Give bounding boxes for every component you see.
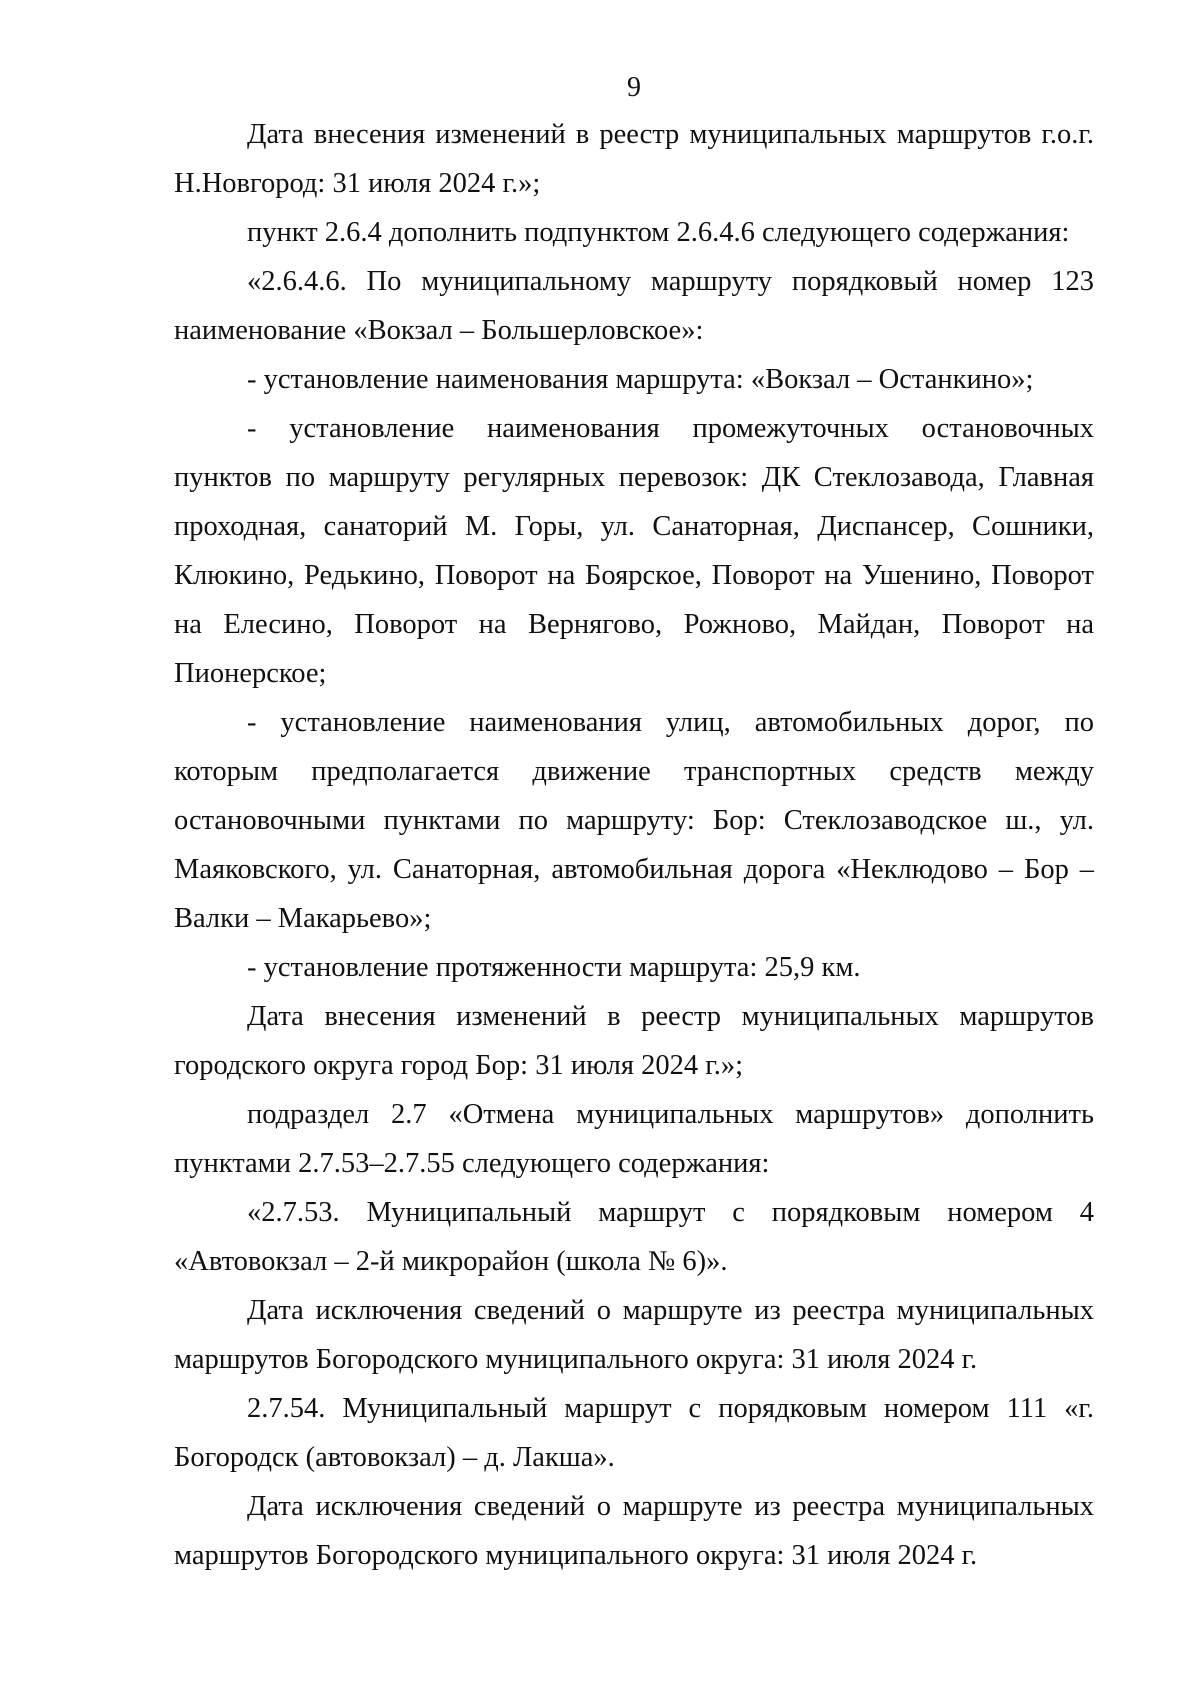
paragraph-intermediate-stops: - установление наименования промежуточных остановочных пунктов по маршруту регулярных перевозок: ДК Стеклозавода, Главная проходная, санаторий М. Горы, ул. Санаторная, Диспансер, Сошники, Клюкино, Редькино, Поворот на Боярское, Поворот на Ушенино, Поворот на Елесино, Поворот на Вернягово, Рожново, Майдан, Поворот на Пионерское; [174,413,1094,689]
paragraph-change-date-bor: Дата внесения изменений в реестр муниципальных маршрутов городского округа город Бор: 31 июля 2024 г.»; [174,1001,1094,1081]
paragraph-item-2-7-54: 2.7.54. Муниципальный маршрут с порядковым номером 111 «г. Богородск (автовокзал) – д. Лакша». [174,1393,1094,1473]
paragraph-subitem-2-6-4-6: «2.6.4.6. По муниципальному маршруту порядковый номер 123 наименование «Вокзал – Большерловское»: [174,266,1094,346]
paragraph-item-2-6-4: пункт 2.6.4 дополнить подпунктом 2.6.4.6 следующего содержания: [247,217,1070,248]
document-body [174,110,1094,1580]
paragraph-route-name: - установление наименования маршрута: «Вокзал – Останкино»; [247,364,1034,395]
paragraph-item-2-7-53: «2.7.53. Муниципальный маршрут с порядковым номером 4 «Автовокзал – 2-й микрорайон (школа № 6)». [174,1197,1094,1277]
paragraph-route-length: - установление протяженности маршрута: 25,9 км. [247,952,861,983]
paragraph-exclusion-date-2: Дата исключения сведений о маршруте из реестра муниципальных маршрутов Богородского муниципального округа: 31 июля 2024 г. [174,1491,1094,1571]
paragraph-subsection-2-7: подраздел 2.7 «Отмена муниципальных маршрутов» дополнить пунктами 2.7.53–2.7.55 следующего содержания: [174,1099,1094,1179]
paragraph-exclusion-date-1: Дата исключения сведений о маршруте из реестра муниципальных маршрутов Богородского муниципального округа: 31 июля 2024 г. [174,1295,1094,1375]
paragraph-change-date-nnovgorod: Дата внесения изменений в реестр муниципальных маршрутов г.о.г. Н.Новгород: 31 июля 2024 г.»; [174,119,1094,199]
paragraph-streets-roads: - установление наименования улиц, автомобильных дорог, по которым предполагается движение транспортных средств между остановочными пунктами по маршруту: Бор: Стеклозаводское ш., ул. Маяковского, ул. Санаторная, автомобильная дорога «Неклюдово – Бор – Валки – Макарьево»; [174,707,1094,934]
page-number: 9 [627,72,641,103]
